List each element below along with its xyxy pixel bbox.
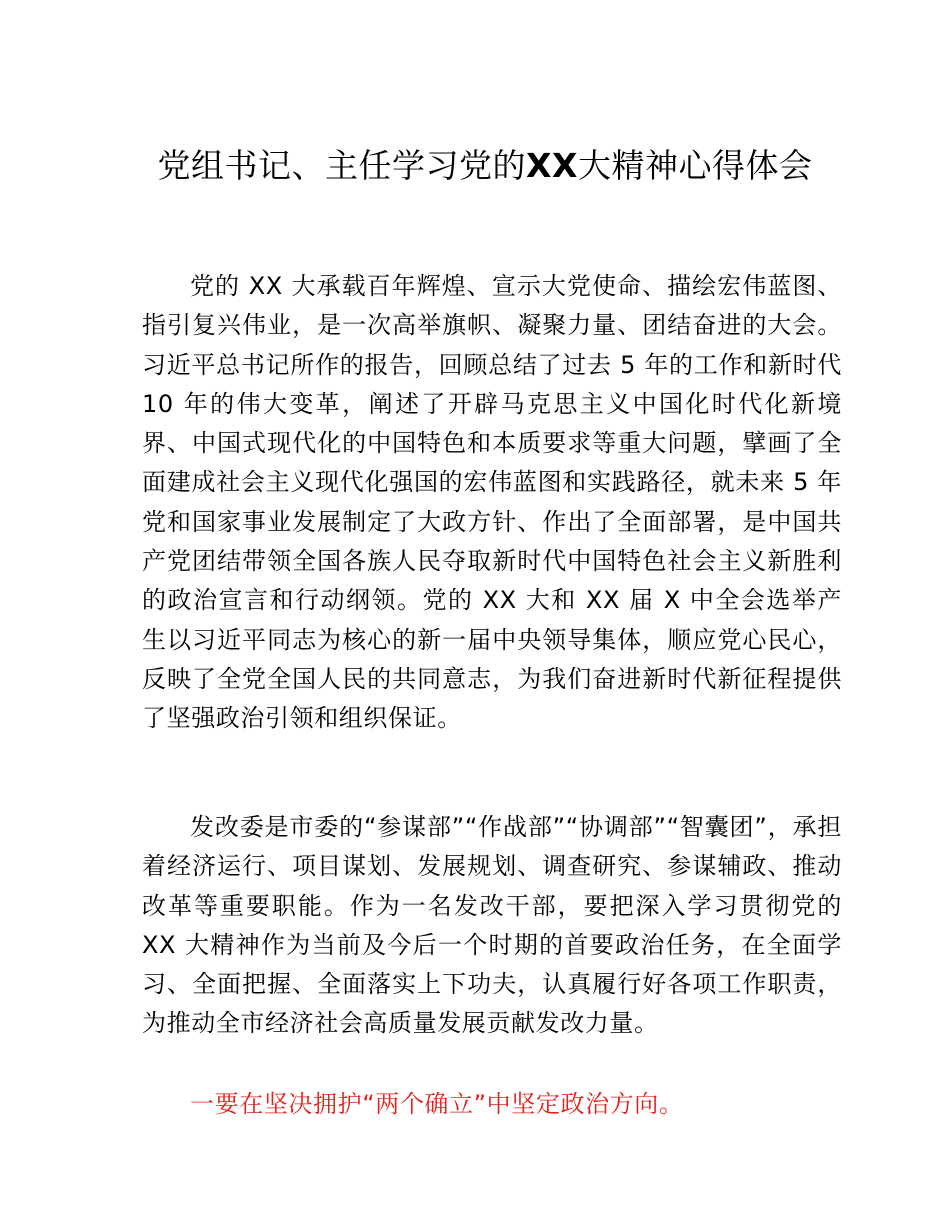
- document-title: [140, 138, 830, 193]
- section-heading-red: 一要在坚决拥护“两个确立”中坚定政治方向。: [190, 1090, 684, 1118]
- title-text-part1: 党组书记、主任学习党的: [157, 146, 527, 185]
- body-paragraph-1: 党的 XX 大承载百年辉煌、宣示大党使命、描绘宏伟蓝图、指引复兴伟业，是一次高举旗帜、凝聚力量、团结奋进的大会。习近平总书记所作的报告，回顾总结了过去 5 年的工作和新时代 10 年的伟大变革，阐述了开辟马克思主义中国化时代化新境界、中国式现代化的中国特色和本质要求等重大问题，擘画了全面建成社会主义现代化强国的宏伟蓝图和实践路径，就未来 5 年党和国家事业发展制定了大政方针、作出了全面部署，是中国共产党团结带领全国各族人民夺取新时代中国特色社会主义新胜利的政治宣言和行动纲领。党的 XX 大和 XX 届 X 中全会选举产生以习近平同志为核心的新一届中央领导集体，顺应党心民心，反映了全党全国人民的共同意志，为我们奋进新时代新征程提供了坚强政治引领和组织保证。: [142, 272, 842, 733]
- title-text-bold: XX: [526, 146, 578, 185]
- title-text-part2: 大精神心得体会: [577, 146, 813, 185]
- body-paragraph-2: 发改委是市委的“参谋部”“作战部”“协调部”“智囊团”，承担着经济运行、项目谋划、发展规划、调查研究、参谋辅政、推动改革等重要职能。作为一名发改干部，要把深入学习贯彻党的 XX 大精神作为当前及今后一个时期的首要政治任务，在全面学习、全面把握、全面落实上下功夫，认真履行好各项工作职责，为推动全市经济社会高质量发展贡献发改力量。: [142, 813, 842, 1038]
